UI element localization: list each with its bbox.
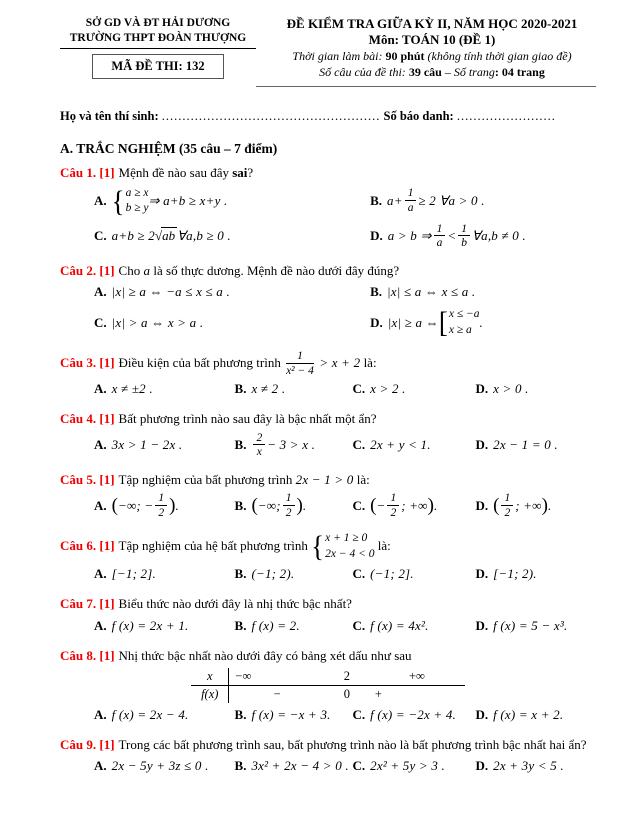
text-segment: Tập nghiệm của hệ bất phương trình [118,537,312,553]
exam-title: ĐỀ KIỂM TRA GIỮA KỲ II, NĂM HỌC 2020-2021 [286,16,578,31]
option-letter: B. [234,617,247,633]
math-expression: 3x > 1 − 2x . [111,437,183,453]
math-expression: f (x) = 2. [251,617,300,633]
option-B [235,432,353,459]
big-parenthesis: ( [251,495,258,517]
math-expression: 2x² + 5y > 3 . [370,757,445,773]
option-C [94,223,370,250]
fraction [283,492,295,519]
bold-text-segment: Số báo danh: [383,109,457,124]
option-letter: A. [94,566,107,582]
italic-text-segment: (không tính thời gian giao đề) [427,49,572,63]
option-B [370,283,596,301]
option-A [94,186,370,217]
option-D [370,223,596,250]
stack-line: a ≥ x [125,186,149,199]
fraction-denominator: 2 [158,506,165,519]
option-B [235,380,353,398]
question-head [60,410,596,428]
option-letter: D. [475,757,489,773]
option-letter: A. [94,284,107,300]
department-name: SỞ GD VÀ ĐT HẢI DƯƠNG [85,17,231,29]
option-B [370,186,596,217]
exam-count-line [268,64,596,80]
options-row [94,283,596,338]
question-head [60,350,596,377]
sign-table-row [191,685,465,703]
sign-table-cell: 0 [343,686,351,701]
dotted-fill-line: ........................ [456,109,556,124]
fraction [458,223,470,250]
option-D [476,757,596,775]
math-expression: 2x − 5y + 3z ≤ 0 . [111,757,209,773]
question-stem [118,350,377,377]
italic-text-segment: Thời gian làm bài: [292,49,386,63]
dotted-fill-line: ..................................................... [161,109,381,124]
option-B [235,757,353,775]
text-segment: là: [353,471,370,487]
option-letter: D. [475,497,489,513]
sign-table-cell: −∞ [229,668,325,686]
fraction [405,187,417,214]
school-name: TRƯỜNG THPT ĐOÀN THƯỢNG [60,31,256,49]
sign-table-cell: 2 [325,668,369,686]
math-expression: −∞; − [117,497,154,513]
option-letter: A. [94,381,107,397]
option-letter: C. [352,497,366,513]
option-letter: A. [94,617,107,633]
text-segment: Biểu thức nào dưới đây là nhị thức bậc nhất? [118,596,352,612]
option-D [476,706,596,724]
big-parenthesis: ( [370,495,377,517]
big-parenthesis: ) [169,495,176,517]
option-D [476,565,596,583]
bracket-system [439,307,480,338]
fraction [434,223,446,250]
math-expression: |x| ≥ a ⇔ [387,314,439,330]
option-B [235,706,353,724]
fraction-denominator: b [461,237,468,250]
fraction-numerator: 1 [405,187,417,201]
option-letter: B. [370,193,383,209]
radical-sign: √ [154,228,163,244]
question-stem [119,596,352,611]
math-expression: ; +∞ [515,497,542,513]
stack-line: x ≤ −a [448,308,480,321]
option-D [476,380,596,398]
question-block [60,647,596,724]
fraction-numerator: 1 [434,223,446,237]
option-C [353,757,476,775]
math-expression: |x| > a ⇔ x > a . [111,314,204,330]
text-segment: là: [360,354,377,370]
question-stem [119,472,370,487]
question-block [60,262,596,338]
fraction-denominator: 2 [504,506,511,519]
math-expression: < [447,228,457,244]
fraction [286,350,314,377]
question-head [60,531,596,562]
math-expression: . [479,314,483,330]
sign-table-cell: − [273,686,281,701]
stack-line: x + 1 ≥ 0 [325,532,368,545]
question-stem [119,648,412,663]
question-block [60,595,596,634]
bold-text-segment: Họ và tên thí sinh: [60,109,162,124]
question-stem [119,263,400,278]
option-letter: B. [234,437,247,453]
bold-text-segment: sai [232,165,248,181]
fraction-numerator: 1 [501,492,513,506]
options-row [94,565,596,583]
math-expression: . [302,497,307,513]
italic-text-segment: Số câu của đề thi: [319,65,409,80]
option-letter: D. [475,706,489,722]
question-label: Câu 9. [1] [60,736,115,752]
option-C [353,380,476,398]
options-row [94,706,596,724]
text-segment: – [441,65,454,80]
sign-table-row [191,668,465,686]
option-letter: C. [352,706,366,722]
text-segment: Cho [118,262,144,278]
math-expression: |x| ≥ a ⇔ −a ≤ x ≤ a . [111,284,230,300]
option-A [94,617,235,635]
math-expression: f (x) = −2x + 4. [370,706,456,722]
fraction-denominator: x² − 4 [286,364,314,377]
question-label: Câu 1. [1] [60,165,115,181]
big-parenthesis: ( [493,495,500,517]
option-letter: B. [234,381,247,397]
big-parenthesis: ( [111,495,118,517]
option-A [94,565,235,583]
text-segment: Mệnh đề nào sau đây [118,165,233,181]
square-bracket: [ [438,305,448,339]
math-expression: ∀a,b ≠ 0 . [472,228,526,244]
options-row [94,432,596,459]
math-expression: 3x² + 2x − 4 > 0 . [251,757,349,773]
math-expression: . [175,497,179,513]
options-row [94,380,596,398]
option-C [353,565,476,583]
option-letter: D. [475,617,489,633]
math-expression: ⇒ a+b ≥ x+y . [148,193,228,209]
question-stem [119,165,254,180]
option-letter: C. [352,437,366,453]
question-block [60,531,596,583]
question-label: Câu 6. [1] [60,537,115,553]
curly-brace: { [311,529,325,563]
option-letter: A. [94,193,107,209]
question-stem [119,737,587,752]
math-expression: 2x − 1 = 0 . [493,437,558,453]
text-segment: Điều kiện của bất phương trình [118,354,285,370]
question-block [60,350,596,398]
option-A [94,380,235,398]
option-letter: D. [370,314,383,330]
fraction-denominator: x [256,446,262,459]
option-D [476,432,596,459]
square-root [155,228,177,244]
option-C [94,307,370,338]
fraction-denominator: a [407,202,414,215]
question-block [60,736,596,775]
option-letter: C. [352,381,366,397]
math-expression: (−1; 2]. [370,566,414,582]
math-expression: a > b ⇒ [387,228,432,244]
sign-table-cell: + [374,686,382,701]
question-label: Câu 2. [1] [60,262,115,278]
question-block [60,410,596,458]
math-expression: 2x + 3y < 5 . [493,757,564,773]
question-block [60,164,596,250]
math-expression: ≥ 2 ∀a > 0 . [418,193,485,209]
fraction [155,492,167,519]
option-letter: A. [94,437,107,453]
math-expression: x > 2 . [370,381,406,397]
math-expression: f (x) = 2x − 4. [111,706,189,722]
option-A [94,432,235,459]
question-label: Câu 5. [1] [60,471,115,487]
math-expression: f (x) = 2x + 1. [111,617,189,633]
math-expression: −∞; [257,497,281,513]
option-C [353,706,476,724]
option-letter: D. [475,437,489,453]
bold-text-segment: 39 câu [408,65,442,80]
question-block [60,471,596,519]
option-A [94,706,235,724]
exam-subject: Môn: TOÁN 10 (ĐỀ 1) [368,32,496,47]
exam-header [60,16,596,87]
options-row [94,186,596,250]
question-head [60,262,596,280]
question-head [60,471,596,489]
header-right-block [256,16,596,87]
big-parenthesis: ) [427,495,434,517]
math-expression: x > 0 . [493,381,529,397]
bold-text-segment: 90 phút [385,49,428,63]
math-expression: ∀a,b ≥ 0 . [177,228,231,244]
fraction [387,492,399,519]
question-label: Câu 4. [1] [60,411,115,427]
section-title: A. TRẮC NGHIỆM (35 câu – 7 điểm) [60,141,278,157]
exam-code-box: MÃ ĐỀ THI: 132 [92,54,223,79]
math-expression: f (x) = 5 − x³. [493,617,568,633]
sign-table-cell: x [191,668,229,686]
stack-line: 2x − 4 < 0 [325,547,375,560]
text-segment: ? [247,165,254,181]
math-expression: [−1; 2]. [111,566,156,582]
math-expression: a+b ≥ 2 [111,228,155,244]
option-letter: C. [352,566,366,582]
question-label: Câu 7. [1] [60,596,115,612]
math-expression: − [376,497,386,513]
option-letter: A. [94,706,107,722]
radicand: ab [162,228,176,244]
math-expression: a [143,262,151,278]
fraction-denominator: 2 [285,506,292,519]
text-segment: Bất phương trình nào sau đây là bậc nhất một ẩn? [118,411,377,427]
option-letter: C. [94,314,107,330]
cases-system [311,531,374,562]
options-row [94,492,596,519]
option-letter: B. [234,497,247,513]
stacked-lines [449,307,480,338]
fraction-numerator: 1 [283,492,295,506]
curly-brace: { [111,184,125,218]
text-segment: là: [374,537,391,553]
option-D [370,307,596,338]
fraction [253,432,265,459]
option-A [94,283,370,301]
candidate-info-line [60,109,596,124]
math-expression: . [433,497,438,513]
math-expression: 2x + y < 1. [370,437,431,453]
question-head [60,647,596,665]
text-segment: Trong các bất phương trình sau, bất phương trình nào là bất phương trình bậc nhất hai ẩn? [118,736,587,752]
fraction-denominator: 2 [390,506,397,519]
option-C [353,432,476,459]
header-left-block [60,16,256,87]
big-parenthesis: ) [296,495,303,517]
stacked-lines [126,186,149,217]
math-expression: |x| ≤ a ⇔ x ≤ a . [387,284,476,300]
question-stem [119,411,377,426]
option-letter: B. [234,566,247,582]
stack-line: b ≥ y [125,202,149,215]
option-letter: C. [94,228,107,244]
fraction-numerator: 1 [286,350,314,364]
options-row [94,617,596,635]
stacked-lines [325,531,374,562]
option-letter: A. [94,757,107,773]
sign-table [191,668,465,703]
question-label: Câu 8. [1] [60,647,115,663]
text-segment: Tập nghiệm của bất phương trình [118,471,296,487]
option-A [94,492,235,519]
fraction-denominator: a [436,237,443,250]
cases-system [112,186,149,217]
option-letter: D. [370,228,383,244]
option-letter: C. [352,757,366,773]
option-letter: D. [475,566,489,582]
math-expression: f (x) = −x + 3. [251,706,331,722]
option-B [235,492,353,519]
options-row [94,757,596,775]
option-letter: C. [352,617,366,633]
math-expression: f (x) = 4x². [370,617,429,633]
question-head [60,164,596,182]
math-expression: . [547,497,552,513]
questions-list [60,164,596,775]
math-expression: (−1; 2). [251,566,295,582]
math-expression: − 3 > x . [267,437,316,453]
option-A [94,757,235,775]
option-letter: B. [370,284,383,300]
text-segment: Nhị thức bậc nhất nào dưới đây có bảng xét dấu như sau [118,647,412,663]
math-expression: f (x) = x + 2. [493,706,564,722]
option-C [353,492,476,519]
option-D [476,492,596,519]
option-D [476,617,596,635]
fraction-numerator: 1 [155,492,167,506]
stack-line: x ≥ a [448,323,472,336]
option-letter: B. [234,757,247,773]
math-expression: x ≠ ±2 . [111,381,153,397]
math-expression: > x + 2 [315,354,361,370]
math-expression: x ≠ 2 . [251,381,286,397]
sign-table-cell: +∞ [369,668,465,686]
question-stem [118,529,391,563]
option-letter: B. [234,706,247,722]
option-letter: D. [475,381,489,397]
italic-text-segment: Số trang [453,65,495,80]
fraction [501,492,513,519]
option-letter: A. [94,497,107,513]
question-head [60,595,596,613]
fraction-numerator: 2 [253,432,265,446]
fraction-numerator: 1 [458,223,470,237]
option-C [353,617,476,635]
exam-time-line [268,48,596,64]
option-B [235,617,353,635]
math-expression: ; +∞ [401,497,428,513]
math-expression: 2x − 1 > 0 [295,471,354,487]
math-expression: a+ [387,193,403,209]
math-expression: [−1; 2). [493,566,537,582]
option-B [235,565,353,583]
question-head [60,736,596,754]
sign-table-cell: f(x) [191,685,229,703]
bold-text-segment: : 04 trang [494,65,545,80]
text-segment: là số thực dương. Mệnh đề nào dưới đây đúng? [150,262,400,278]
question-label: Câu 3. [1] [60,354,115,370]
big-parenthesis: ) [541,495,548,517]
fraction-numerator: 1 [387,492,399,506]
